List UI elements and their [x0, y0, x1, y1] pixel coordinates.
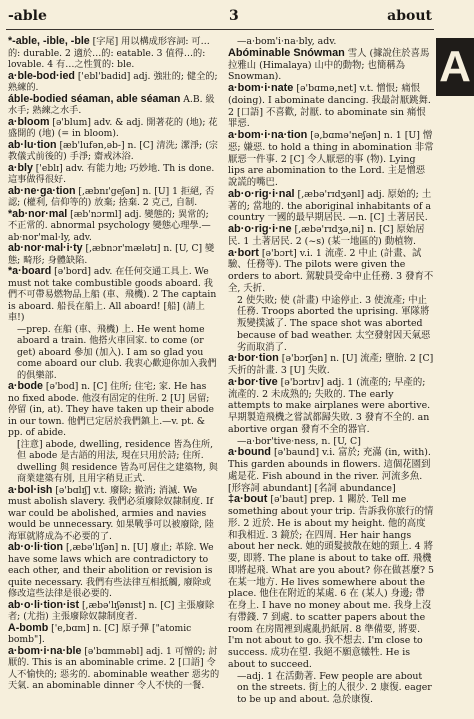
entry-headword: ‡a·bout: [228, 493, 268, 506]
dictionary-entry: [228, 353, 434, 377]
entry-definition: [ə,bɑmə'neʃən] n. 1 [U] 憎惡; 嫌惡. to hold a thing in abomination 非常厭惡一件事. 2 [C] 令人厭惡的事 (物). Lying lips are abomination to the Lord. 主是憎惡說謊的嘴巴.: [228, 130, 434, 188]
page-header: [0, 0, 474, 30]
entry-definition: [,æbə'lɪʃənɪst] n. [C] 主張廢除者; (尤指) 主張廢除奴隸制度者.: [8, 599, 215, 622]
entry-headword: A-bomb: [8, 621, 49, 634]
entry-definition: 2 使失敗; 使 (計畫) 中途停止. 3 使流產; 中止 任務. Troops aborted the uprising. 軍隊將叛變撲滅了. The space shot was aborted because of bad weather. 太空發射因天氣惡劣而取消了.: [237, 294, 431, 353]
dictionary-entry: [8, 623, 220, 646]
entry-headword: *-able, -ible, -ble: [8, 35, 90, 47]
entry-definition: ['ebl'badid] adj. 強壯的; 健全的; 熟練的.: [8, 70, 218, 93]
entry-definition: [ə'bɑmə,net] v.t. 憎恨; 痛恨 (doing). I abominate dancing. 我最討厭跳舞. 2 [口語] 不喜歡, 討厭. to abominate sin 痛恨罪惡.: [228, 83, 431, 130]
entry-headword: a·bor·tive: [228, 375, 278, 388]
entry-headword: *ab·nor·mal: [8, 207, 68, 220]
entry-definition: [注意] abode, dwelling, residence 皆為住所, 但 abode 是古語的用法, 現在只用於詩; 住所. dwelling 與 residence 皆為可居住之建築物, 與商業建築有別, 且用字稍見正式.: [17, 438, 218, 484]
dictionary-entry: [8, 243, 220, 266]
right-column: [228, 36, 434, 706]
entry-headword: a·bort: [228, 246, 259, 259]
entry-headword: ab·nor·mal·i·ty: [8, 242, 83, 254]
entry-definition: [ə'baund] v.i. 富於; 充滿 (in, with). This garden abounds in flowers. 這個花園到處是花. Fish abound in the river. 河流多魚. [形容詞 abundant] [名詞 abundance]: [228, 447, 431, 494]
entry-headword: a·bor·tion: [228, 352, 279, 365]
entry-headword: Abóminable Snówman: [228, 46, 345, 59]
entry-headword: a·bom·i·na·ble: [8, 644, 82, 657]
entry-headword: ab·o·li·tion: [8, 541, 64, 553]
right-guide-word: about: [387, 8, 432, 24]
entry-headword: a·bloom: [8, 115, 50, 128]
dictionary-entry: [228, 248, 434, 295]
entry-headword: a·bol·ish: [8, 483, 53, 496]
dictionary-entry: [228, 83, 434, 130]
dictionary-entry: [8, 209, 220, 244]
entry-definition: [ə'bɔrt] v.i. 1 流產. 2 中止 (計畫、試驗、任務等). The pilots were given the orders to abort. 駕駛員受命中止任務. 3 發育不全, 夭折.: [228, 247, 434, 294]
dictionary-entry: [8, 439, 220, 485]
thumb-index-tab: A: [436, 38, 474, 96]
entry-definition: —a·bor'tive·ness, n. [U, C]: [237, 435, 361, 447]
entry-definition: [ə'bɑlɪʃ] v.t. 廢除; 撤消; 消滅. We must abolish slavery. 我們必須廢除奴隸制度. If war could be abolished, armies and navies would be unnecessary. 如果戰爭可以被廢除, 陸海軍就將成為不必要的了.: [8, 484, 214, 542]
entry-definition: [ə'baut] prep. 1 關於. Tell me something about your trip. 告訴我你旅行的情形. 2 近於. He is about my height. 他的高度和我相近. 3 鏡於; 在四周. Her hair hangs about her neck. 她的頭髮披散在她的頸上. 4 將要, 即將. The plane is about to take off. 飛機即將起飛. What are you about? 你在做甚麼? 5 在某一地方. He lives somewhere about the place. 他住在附近的某處. 6 在 (某人) 身邊; 帶在身上. I have no money about me. 我身上沒有帶錢. 7 到處. to scatter papers about the room 在房間裡到處亂扔紙屑. 8 準備要, 將要. I'm not about to go. 我不想去. I'm close to success. 成功在望. 我絕不願意犧牲. He is about to succeed.: [228, 494, 434, 670]
dictionary-entry: [8, 36, 220, 71]
dictionary-entry: [8, 266, 220, 324]
dictionary-entry: [228, 377, 434, 436]
entry-definition: [,æbə'rɪdʒə,ni] n. [C] 原始居民. 1 土著居民. 2 (~s) (某一地區的) 動植物.: [228, 224, 425, 247]
dictionary-entry: [8, 324, 220, 382]
dictionary-entry: [8, 94, 220, 117]
entry-definition: ['eblɪ] adv. 有能力地; 巧妙地. Th is done. 這事做得很好.: [8, 162, 215, 185]
entry-definition: [ə'bod] n. [C] 住所; 住宅; 家. He has no fixed abode. 他沒有固定的住所. 2 [U] 居留; 停留 (in, at). They have taken up their abode in our town. 他們已定居於我們鎮上.—v. pt. & pp. of abide.: [8, 381, 214, 438]
entry-definition: —a·bom'i·na·bly, adv.: [237, 36, 337, 47]
dictionary-entry: [8, 140, 220, 163]
dictionary-entry: [8, 186, 220, 209]
entry-definition: 雪人 (據說住於喜馬拉雅山 (Himalaya) 山中的動物; 也簡稱為 Snowman).: [228, 47, 430, 83]
entry-definition: [ə'bɑmɪnəbl] adj. 1 可憎的; 討厭的. This is an abominable crime. 2 [口語] 令人不愉快的; 惡劣的. abominable weather 惡劣的天氣. an abominable dinner 令人不快的一餐.: [8, 645, 220, 691]
dictionary-entry: [8, 485, 220, 543]
entry-definition: —adj. 1 在活動著. Few people are about on the streets. 街上的人很少. 2 康復. eager to be up and about. 急於康復.: [237, 670, 432, 705]
entry-headword: ab·ne·ga·tion: [8, 184, 76, 197]
dictionary-entry: [228, 130, 434, 189]
entry-headword: a·bode: [8, 380, 43, 392]
entry-definition: —prep. 在船 (車、飛機) 上. He went home aboard a train. 他搭火車回家. to come (or get) aboard 參加 (加入). I am so glad you come aboard our club. 我衷心歡迎你加入我們的俱樂部.: [17, 323, 217, 381]
dictionary-entry: [228, 295, 434, 354]
entry-definition: [,æbnɪ'geʃən] n. [U] 1 拒絕, 否認; (權利, 信仰等的) 放棄; 捨棄. 2 克己, 自制.: [8, 185, 215, 208]
entry-definition: ['e,bɑm] n. [C] 原子彈 ["atomic bomb"].: [8, 622, 192, 645]
entry-definition: [字尾] 用以構成形容詞: 可…的: durable. 2 適於…的: eatable. 3 值得…的: lovable. 4 有…之性質的: ble.: [8, 36, 210, 70]
left-column: [8, 36, 220, 692]
dictionary-entry: [8, 163, 220, 186]
entry-definition: [æb'lufən,əb-] n. [C] 清洗; 潔淨; (宗教儀式前後的) 手淨; 齋戒沐浴.: [8, 139, 218, 162]
dictionary-entry: [8, 600, 220, 623]
dictionary-entry: [228, 447, 434, 494]
entry-headword: ab·o·rig·i·ne: [228, 223, 292, 235]
dictionary-entry: [228, 494, 434, 670]
entry-headword: a·bly: [8, 161, 33, 174]
dictionary-entry: [8, 71, 220, 94]
entry-definition: [ə'bɔrtɪv] adj. 1 (流產的; 早產的; 流產的. 2 未成熟的; 失敗的. The early attempts to make airplanes were abortive. 早期製造飛機之嘗試都歸失敗. 3 發育不全的. an abortive organ 發育不全的器官.: [228, 376, 431, 435]
entry-headword: a·ble-bod·ied: [8, 69, 75, 82]
entry-headword: a·bound: [228, 446, 271, 459]
entry-definition: [,æbə'rɪdʒənl] adj. 原始的; 土著的; 當地的. the aboriginal inhabitants of a country 一國的最早期居民. —n. [C] 土著居民.: [228, 188, 432, 224]
entry-headword: a·bom·i·nate: [228, 82, 294, 94]
entry-headword: *a·board: [8, 265, 52, 277]
header-rule: [6, 29, 434, 30]
entry-definition: [æb'nɔrml] adj. 變態的; 異常的; 不正常的. abnormal psychology 變態心理學.—ab·nor'mal·ly, adv.: [8, 208, 211, 243]
entry-definition: [,æbnɔr'mælətɪ] n. [U, C] 變態; 畸形; 身體缺陷.: [8, 243, 215, 266]
entry-headword: áble-bodied séaman, able séaman: [8, 92, 181, 105]
entry-definition: [ə'bɔrʃən] n. [U] 流產; 墮胎. 2 [C] 夭折的計畫. 3 [U] 失敗.: [228, 353, 434, 376]
entry-definition: [ə'bord] adv. 在任何交通工具上. We must not take combustible goods aboard. 我們不可帶易燃物品上船 (車、飛機). 2 The captain is aboard. 船長在船上. All aboard! [船] (請上車!): [8, 266, 217, 323]
dictionary-entry: [228, 48, 434, 83]
entry-headword: ab·lu·tion: [8, 138, 57, 151]
dictionary-entry: [8, 646, 220, 692]
dictionary-entry: [228, 671, 434, 706]
entry-definition: [ə'blum] adv. & adj. 開著花的 (地); 花盛開的 (地) (= in bloom).: [8, 116, 218, 139]
dictionary-entry: [8, 542, 220, 600]
entry-definition: [,æbə'lɪʃən] n. [U] 廢止; 革除. We have some laws which are contradictory to each other, and their abolition or revision is quite necessary. 我們有些法律互相抵觸, 廢除或修改這些法律是很必要的.: [8, 542, 214, 599]
entry-headword: ab·o·rig·i·nal: [228, 187, 295, 200]
entry-headword: a·bom·i·na·tion: [228, 129, 308, 141]
dictionary-entry: [228, 189, 434, 224]
left-guide-word: -able: [8, 8, 47, 24]
entry-definition: A.B. 級水手; 熟練之水手.: [8, 93, 215, 116]
dictionary-entry: [8, 117, 220, 140]
page-number: 3: [229, 8, 239, 24]
dictionary-entry: [228, 224, 434, 248]
dictionary-entry: [8, 381, 220, 439]
entry-headword: ab·o·li·tion·ist: [8, 598, 80, 611]
